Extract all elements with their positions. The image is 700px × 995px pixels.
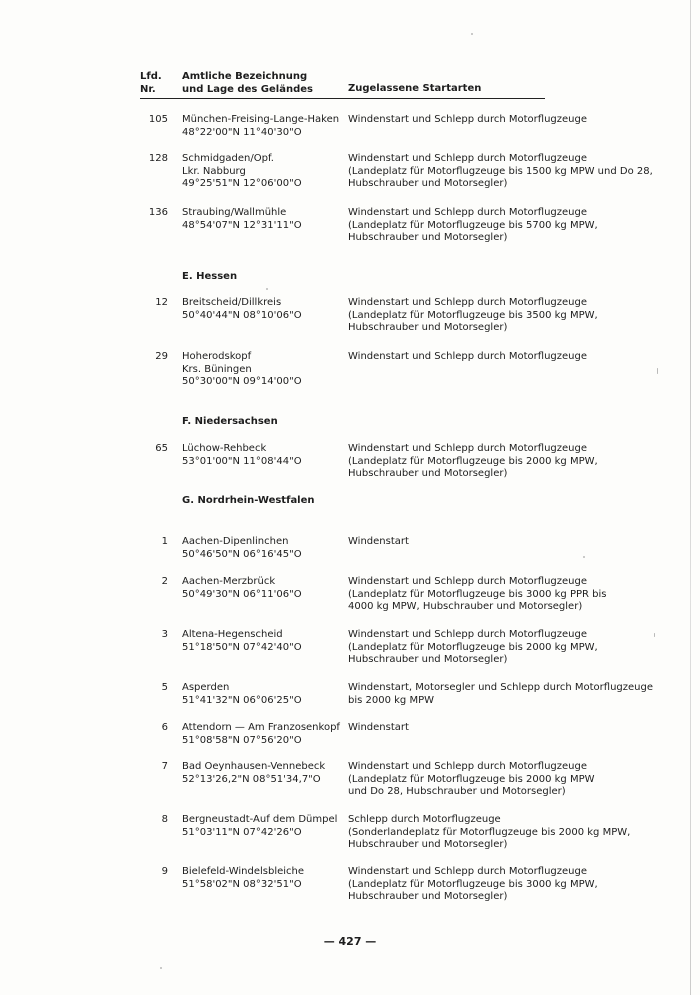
row-location <box>182 866 304 891</box>
site-name: Straubing/Wallmühle <box>182 207 287 218</box>
start-type-line: Windenstart und Schlepp durch Motorflugzeuge <box>348 629 587 640</box>
start-type-line: (Landeplatz für Motorflugzeuge bis 3000 kg MPW, <box>348 878 598 890</box>
site-coordinates: 50°49'30"N 06°11'06"O <box>182 588 302 600</box>
start-type-line: Windenstart und Schlepp durch Motorflugzeuge <box>348 114 587 125</box>
start-type-line: (Landeplatz für Motorflugzeuge bis 2000 kg MPW <box>348 773 595 785</box>
start-type-line: Hubschrauber und Motorsegler) <box>348 322 508 333</box>
row-start-types <box>348 207 648 245</box>
start-type-line: 4000 kg MPW, Hubschrauber und Motorsegler) <box>348 601 583 612</box>
row-start-types <box>348 814 648 852</box>
site-district: Krs. Büningen <box>182 363 252 375</box>
site-coordinates: 51°08'58"N 07°56'20"O <box>182 734 302 746</box>
start-type-line: (Landeplatz für Motorflugzeuge bis 1500 kg MPW und Do 28, <box>348 165 653 177</box>
start-type-line: Schlepp durch Motorflugzeuge <box>348 814 501 825</box>
start-type-line: Windenstart, Motorsegler und Schlepp durch Motorflugzeuge <box>348 682 653 693</box>
site-coordinates: 50°40'44"N 08°10'06"O <box>182 309 302 321</box>
page-number: — 427 — <box>323 935 377 948</box>
site-name: München-Freising-Lange-Haken <box>182 114 340 125</box>
site-coordinates: 51°03'11"N 07°42'26"O <box>182 826 302 838</box>
row-number: 29 <box>155 351 168 362</box>
row-location <box>182 443 302 468</box>
row-start-types <box>348 682 653 707</box>
header-number-line2: Nr. <box>140 83 156 95</box>
scan-speck <box>657 368 658 374</box>
row-start-types <box>348 576 648 614</box>
site-name: Schmidgaden/Opf. <box>182 153 274 164</box>
row-location <box>182 536 302 561</box>
scan-speck <box>583 556 585 558</box>
site-name: Aachen-Merzbrück <box>182 576 276 587</box>
row-start-types <box>348 536 648 549</box>
site-name: Altena-Hegenscheid <box>182 629 283 640</box>
row-start-types <box>348 153 653 191</box>
site-coordinates: 48°54'07"N 12°31'11"O <box>182 219 302 231</box>
row-start-types <box>348 722 648 735</box>
site-district: Lkr. Nabburg <box>182 165 246 177</box>
row-number: 8 <box>161 814 168 825</box>
site-coordinates: 48°22'00"N 11°40'30"O <box>182 126 302 138</box>
start-type-line: Hubschrauber und Motorsegler) <box>348 891 508 902</box>
start-type-line: Windenstart und Schlepp durch Motorflugzeuge <box>348 761 587 772</box>
start-type-line: Windenstart und Schlepp durch Motorflugzeuge <box>348 866 587 877</box>
site-coordinates: 53°01'00"N 11°08'44"O <box>182 455 302 467</box>
row-number: 3 <box>161 629 168 640</box>
row-start-types <box>348 629 648 667</box>
row-number: 65 <box>155 443 168 454</box>
row-number: 1 <box>161 536 168 547</box>
start-type-line: Windenstart und Schlepp durch Motorflugzeuge <box>348 351 587 362</box>
start-type-line: (Landeplatz für Motorflugzeuge bis 3500 kg MPW, <box>348 309 598 321</box>
site-name: Aachen-Dipenlinchen <box>182 536 289 547</box>
start-type-line: Windenstart und Schlepp durch Motorflugzeuge <box>348 576 587 587</box>
header-rule <box>140 98 545 99</box>
scan-speck <box>160 967 162 969</box>
site-name: Bad Oeynhausen-Vennebeck <box>182 761 326 772</box>
row-location <box>182 761 325 786</box>
row-number: 2 <box>161 576 168 587</box>
site-name: Hoherodskopf <box>182 351 252 362</box>
start-type-line: Windenstart <box>348 722 409 733</box>
start-type-line: Windenstart <box>348 536 409 547</box>
start-type-line: (Landeplatz für Motorflugzeuge bis 3000 kg PPR bis <box>348 588 607 600</box>
row-location <box>182 722 340 747</box>
row-number: 12 <box>155 297 168 308</box>
row-location <box>182 682 302 707</box>
row-location <box>182 629 302 654</box>
row-location <box>182 351 302 389</box>
site-coordinates: 52°13'26,2"N 08°51'34,7"O <box>182 773 321 785</box>
scan-speck <box>471 33 473 35</box>
site-coordinates: 51°58'02"N 08°32'51"O <box>182 878 302 890</box>
start-type-line: Windenstart und Schlepp durch Motorflugzeuge <box>348 297 587 308</box>
start-type-line: Windenstart und Schlepp durch Motorflugzeuge <box>348 207 587 218</box>
site-name: Bielefeld-Windelsbleiche <box>182 866 305 877</box>
header-col-designation <box>182 71 313 96</box>
start-type-line: Hubschrauber und Motorsegler) <box>348 232 508 243</box>
start-type-line: (Landeplatz für Motorflugzeuge bis 2000 kg MPW, <box>348 455 598 467</box>
row-start-types <box>348 351 648 364</box>
row-location <box>182 207 302 232</box>
row-start-types <box>348 297 648 335</box>
site-name: Breitscheid/Dillkreis <box>182 297 282 308</box>
header-starttypes: Zugelassene Startarten <box>348 83 482 94</box>
row-start-types <box>348 114 648 127</box>
site-name: Asperden <box>182 682 230 693</box>
start-type-line: (Landeplatz für Motorflugzeuge bis 5700 kg MPW, <box>348 219 598 231</box>
site-coordinates: 51°18'50"N 07°42'40"O <box>182 641 302 653</box>
row-location <box>182 576 302 601</box>
start-type-line: Windenstart und Schlepp durch Motorflugzeuge <box>348 443 587 454</box>
site-coordinates: 50°30'00"N 09°14'00"O <box>182 376 302 387</box>
row-number: 7 <box>161 761 168 772</box>
row-location <box>182 114 339 139</box>
start-type-line: Hubschrauber und Motorsegler) <box>348 839 508 850</box>
scan-speck <box>654 633 655 637</box>
site-name: Bergneustadt-Auf dem Dümpel <box>182 814 338 825</box>
site-name: Lüchow-Rehbeck <box>182 443 267 454</box>
section-heading-nrw: G. Nordrhein-Westfalen <box>182 495 315 506</box>
row-number: 136 <box>148 207 168 218</box>
row-start-types <box>348 443 648 481</box>
row-location <box>182 814 337 839</box>
site-name: Attendorn — Am Franzosenkopf <box>182 722 340 733</box>
header-designation-line2: und Lage des Geländes <box>182 83 313 95</box>
start-type-line: (Sonderlandeplatz für Motorflugzeuge bis 2000 kg MPW, <box>348 826 631 838</box>
header-col-number <box>140 71 162 96</box>
start-type-line: Hubschrauber und Motorsegler) <box>348 654 508 665</box>
start-type-line: und Do 28, Hubschrauber und Motorsegler) <box>348 786 566 797</box>
row-number: 5 <box>161 682 168 693</box>
row-location <box>182 153 302 191</box>
site-coordinates: 50°46'50"N 06°16'45"O <box>182 548 302 560</box>
start-type-line: bis 2000 kg MPW <box>348 694 435 706</box>
row-number: 9 <box>161 866 168 877</box>
section-heading-hessen: E. Hessen <box>182 271 238 282</box>
row-start-types <box>348 761 648 799</box>
section-heading-niedersachsen: F. Niedersachsen <box>182 416 278 427</box>
site-coordinates: 49°25'51"N 12°06'00"O <box>182 178 302 189</box>
header-designation-line1: Amtliche Bezeichnung <box>182 71 308 82</box>
row-number: 6 <box>161 722 168 733</box>
site-coordinates: 51°41'32"N 06°06'25"O <box>182 694 302 706</box>
row-number: 105 <box>148 114 168 125</box>
start-type-line: Hubschrauber und Motorsegler) <box>348 468 508 479</box>
row-location <box>182 297 302 322</box>
page-edge <box>690 0 691 995</box>
scan-speck <box>266 288 268 290</box>
start-type-line: Hubschrauber und Motorsegler) <box>348 178 508 189</box>
row-start-types <box>348 866 648 904</box>
header-col-starttypes <box>348 83 481 96</box>
start-type-line: (Landeplatz für Motorflugzeuge bis 2000 kg MPW, <box>348 641 598 653</box>
header-number-line1: Lfd. <box>140 71 162 82</box>
row-number: 128 <box>148 153 168 164</box>
start-type-line: Windenstart und Schlepp durch Motorflugzeuge <box>348 153 587 164</box>
